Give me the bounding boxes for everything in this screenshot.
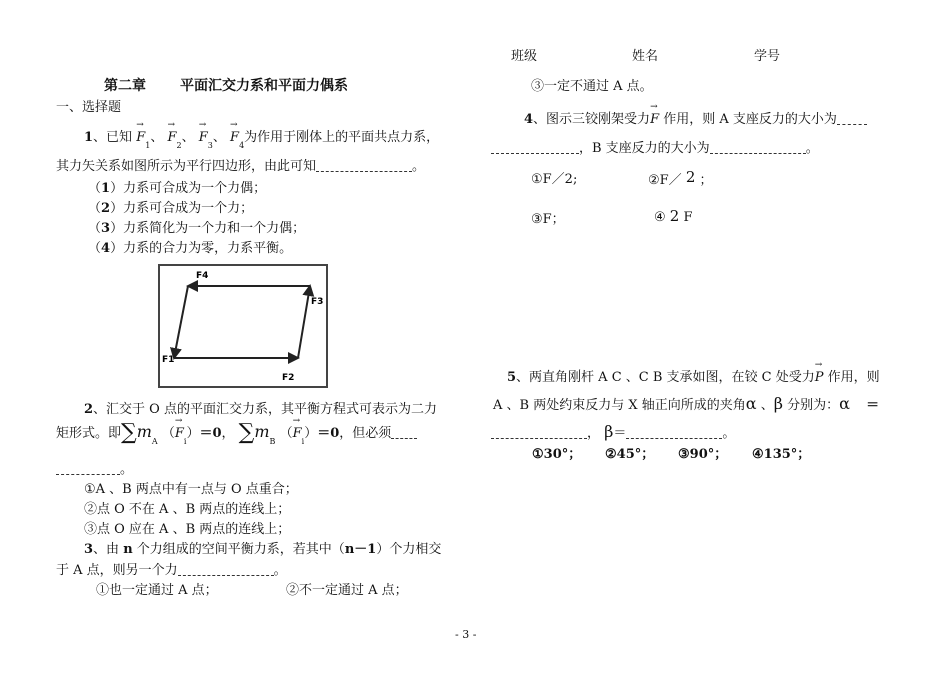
question-1-stem: 1、已知 → $F_1$、 → $F_2$、 → $F_3$、 → $F_4$为作用于刚体上的平面共点力系， <box>84 126 439 150</box>
class-label: 班级 <box>511 49 538 64</box>
q3-option-3: ③一定不通过 A 点。 <box>531 79 653 94</box>
answer-blank[interactable] <box>56 464 120 475</box>
q2-option-3: ③点 O 应在 A 、B 两点的连线上； <box>84 522 291 537</box>
q1-option-3: （3）力系简化为一个力和一个力偶； <box>88 221 306 236</box>
q1-option-1: （1）力系可合成为一个力偶； <box>88 181 267 196</box>
question-4-line2: ，B 支座反力的大小为 。 <box>491 137 819 156</box>
q4-option-3: ③F； <box>531 212 565 227</box>
parallelogram-figure <box>158 264 328 388</box>
question-3-line2: 于 A 点，则另一个力 。 <box>56 563 287 578</box>
question-5-line3: ， β＝ 。 <box>491 422 735 441</box>
answer-blank[interactable] <box>491 143 579 154</box>
q2-option-2: ②点 O 不在 A 、B 两点的连线上； <box>84 502 291 517</box>
question-5-stem: 5、两直角刚杆 A C 、C B 支承如图，在铰 C 处受力→ P 作用，则 <box>507 366 880 385</box>
q5-option-1: ①30°； <box>532 447 582 462</box>
chapter-title: 平面汇交力系和平面力偶系 <box>180 78 348 94</box>
q3-option-2: ②不一定通过 A 点； <box>286 583 408 598</box>
question-2-equation: 矩形式。即$\sum m_A$ （→ $F_i)=0$， $\sum m_B$ （→ $F_i)=0$，但必须 <box>56 420 417 446</box>
q4-option-1: ①F／2; <box>531 172 578 187</box>
question-4-stem: 4、图示三铰刚架受力→ F 作用，则 A 支座反力的大小为 <box>524 108 867 127</box>
q5-option-4: ④135°； <box>752 447 811 462</box>
force-vector-f3 <box>298 286 310 358</box>
question-2-stem: 2、汇交于 O 点的平面汇交力系，其平衡方程式可表示为二力 <box>84 402 437 417</box>
answer-blank[interactable] <box>710 143 806 154</box>
name-label: 姓名 <box>632 49 659 64</box>
question-5-line2: A 、B 两处约束反力与 X 轴正向所成的夹角α 、β 分别为：α ＝ <box>493 394 880 413</box>
label-f2: F2 <box>282 373 295 383</box>
answer-blank[interactable] <box>837 114 867 125</box>
page-number: - 3 - <box>455 628 477 641</box>
question-1-line2: 其力矢关系如图所示为平行四边形，由此可知 。 <box>56 159 426 174</box>
force-vector-f1 <box>174 286 188 358</box>
force-polygon-diagram <box>160 266 326 386</box>
question-2-blank-cont: 。 <box>56 458 133 477</box>
answer-blank[interactable] <box>391 428 417 439</box>
student-id-label: 学号 <box>754 49 781 64</box>
q5-option-2: ②45°； <box>605 447 655 462</box>
answer-blank[interactable] <box>491 428 587 439</box>
q1-option-4: （4）力系的合力为零，力系平衡。 <box>88 241 293 256</box>
q4-option-2: ②F／ 2 ； <box>648 168 713 188</box>
section-heading: 一、选择题 <box>56 100 122 115</box>
label-f4: F4 <box>196 271 209 281</box>
answer-blank[interactable] <box>626 428 722 439</box>
answer-blank[interactable] <box>178 565 274 576</box>
q4-option-4: ④ 2 F <box>654 207 693 225</box>
q1-option-2: （2）力系可合成为一个力； <box>88 201 254 216</box>
chapter-number: 第二章 <box>104 78 146 94</box>
label-f3: F3 <box>311 297 324 307</box>
question-3-stem: 3、由 n 个力组成的空间平衡力系，若其中（n－1）个力相交 <box>84 542 442 557</box>
answer-blank[interactable] <box>316 161 412 172</box>
label-f1: F1 <box>162 355 175 365</box>
q5-option-3: ③90°； <box>678 447 728 462</box>
q2-option-1: ①A 、B 两点中有一点与 O 点重合； <box>84 482 298 497</box>
q3-option-1: ①也一定通过 A 点； <box>96 583 218 598</box>
